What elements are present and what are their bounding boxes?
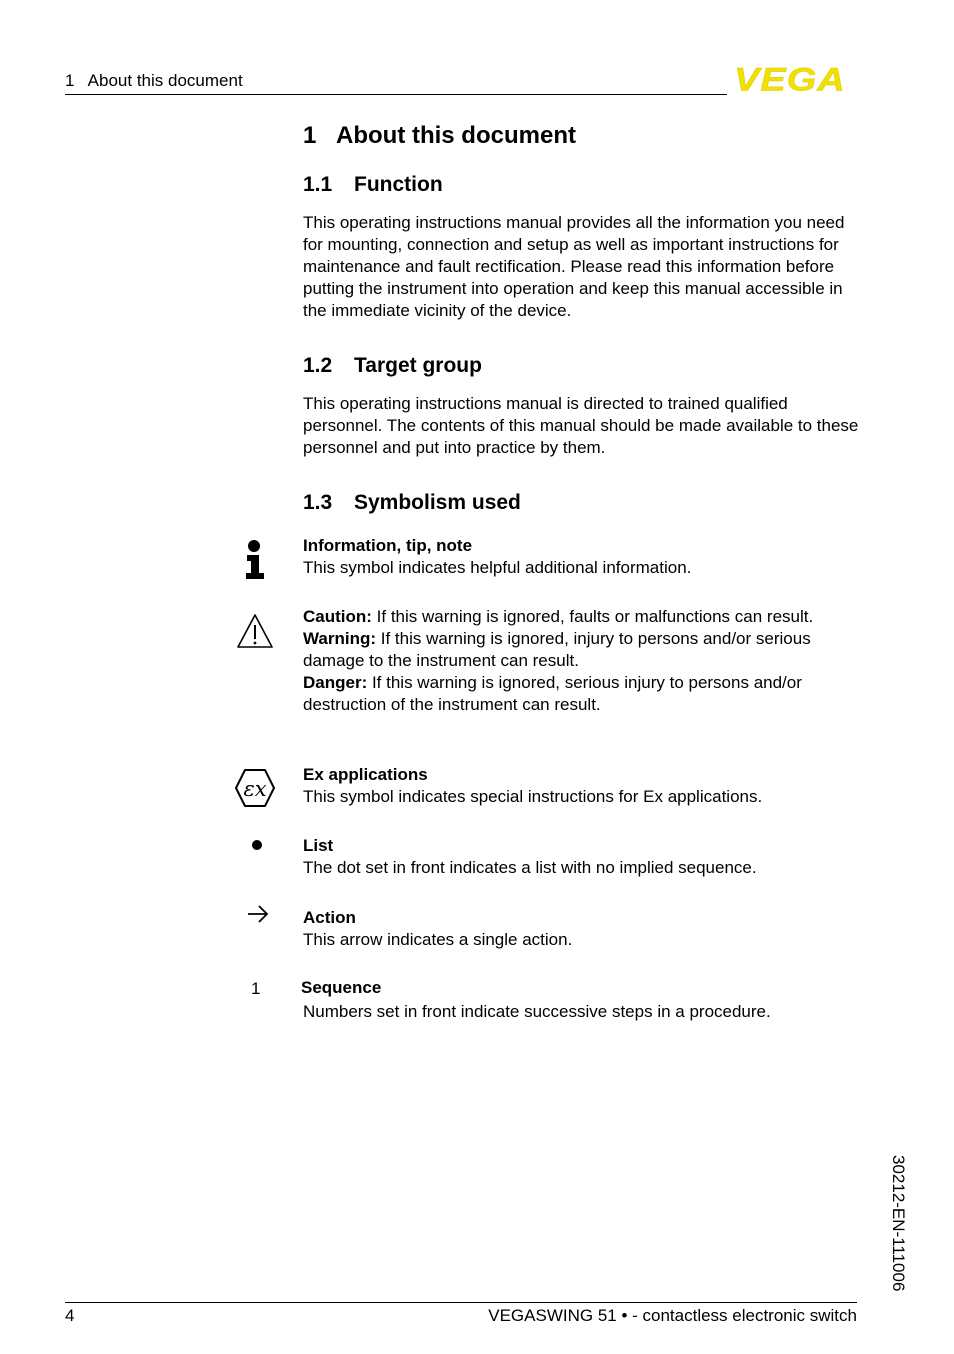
function-paragraph: This operating instructions manual provides all the information you need for mounting, connection and setup as well as important instructions for maintenance and fault rectification. Please read this information before putting the instrument into operation and keep this manual accessible in the immediate vicinity of the device. <box>303 213 845 320</box>
logo-text: VEGA <box>734 62 846 98</box>
list-title: List <box>303 836 334 855</box>
section-number: 1.2 <box>303 354 333 377</box>
info-title: Information, tip, note <box>303 536 473 555</box>
product-name: VEGASWING 51 • - contactless electronic switch <box>488 1306 857 1325</box>
page-number: 4 <box>65 1306 75 1325</box>
warning-triangle-icon <box>235 612 275 650</box>
section-number: 1.1 <box>303 173 333 196</box>
list-entry <box>303 835 863 879</box>
footer-rule <box>65 1302 857 1303</box>
document-id: 30212-EN-111006 <box>889 1155 908 1292</box>
svg-text:εx: εx <box>243 777 267 801</box>
bullet-dot-icon <box>252 840 262 850</box>
ex-title: Ex applications <box>303 765 428 784</box>
sequence-text: Numbers set in front indicate successive steps in a procedure. <box>303 1002 771 1021</box>
caution-text: If this warning is ignored, faults or malfunctions can result. <box>371 607 814 626</box>
info-text: This symbol indicates helpful additional information. <box>303 558 692 577</box>
chapter-number: 1 <box>303 122 317 149</box>
action-text: This arrow indicates a single action. <box>303 930 573 949</box>
chapter-heading <box>303 122 576 150</box>
caution-label: Caution: <box>303 607 372 626</box>
chapter-title: About this document <box>336 122 576 149</box>
section-title: Target group <box>354 354 482 377</box>
list-text: The dot set in front indicates a list with no implied sequence. <box>303 858 757 877</box>
vega-logo <box>734 64 846 96</box>
warning-label: Warning: <box>303 629 377 648</box>
section-heading-function <box>303 173 443 197</box>
target-group-paragraph: This operating instructions manual is directed to trained qualified personnel. The contents of this manual should be made available to these personnel and put into practice by them. <box>303 394 859 457</box>
info-icon <box>244 540 266 580</box>
action-title: Action <box>303 908 356 927</box>
warning-text: If this warning is ignored, injury to persons and/or serious damage to the instrument can result. <box>303 629 811 670</box>
section-heading-symbolism <box>303 491 521 515</box>
arrow-right-icon <box>246 904 270 924</box>
warning-entry <box>303 606 858 716</box>
header-rule <box>65 94 727 95</box>
ex-hexagon-icon <box>234 768 276 808</box>
section-title: Symbolism used <box>354 491 521 514</box>
sequence-number: 1 <box>251 979 261 998</box>
action-entry <box>303 907 863 951</box>
danger-label: Danger: <box>303 673 368 692</box>
danger-text: If this warning is ignored, serious injury to persons and/or destruction of the instrument can result. <box>303 673 802 714</box>
section-number: 1.3 <box>303 491 333 514</box>
info-entry <box>303 535 863 579</box>
ex-text: This symbol indicates special instructions for Ex applications. <box>303 787 763 806</box>
sequence-title: Sequence <box>301 978 382 997</box>
running-header: 1 About this document <box>65 71 243 90</box>
section-title: Function <box>354 173 443 196</box>
section-heading-target-group <box>303 354 482 378</box>
ex-entry <box>303 764 863 808</box>
